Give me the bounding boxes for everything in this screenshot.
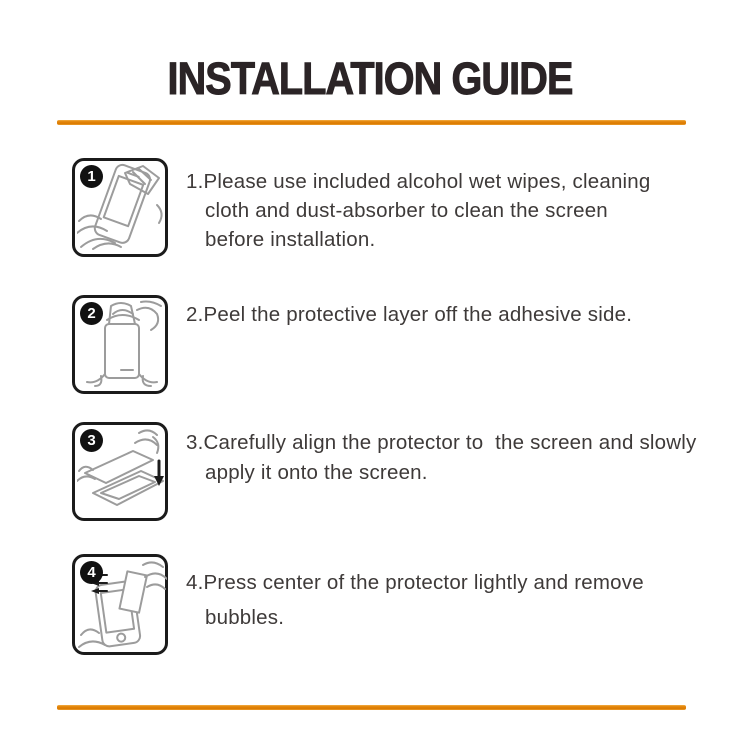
step-1-line: 1.Please use included alcohol wet wipes, cleaning xyxy=(186,170,651,193)
step-3-badge: 3 xyxy=(80,429,103,452)
step-4-badge: 4 xyxy=(80,561,103,584)
page-title: INSTALLATION GUIDE xyxy=(167,53,573,104)
step-2-illustration-box xyxy=(72,295,168,394)
step-3-line: 3.Carefully align the protector to the screen and slowly xyxy=(186,431,697,454)
step-1-text xyxy=(186,167,651,254)
step-3-illustration-box xyxy=(72,422,168,521)
step-4-text xyxy=(186,565,644,635)
step-3-text xyxy=(186,428,697,488)
top-divider-rule xyxy=(57,120,686,125)
step-4-line: 4.Press center of the protector lightly and remove xyxy=(186,571,644,594)
step-3-line: apply it onto the screen. xyxy=(205,461,428,484)
step-1-line: before installation. xyxy=(205,228,376,251)
bottom-divider-rule xyxy=(57,705,686,710)
step-1-illustration-box xyxy=(72,158,168,257)
step-4-illustration-box xyxy=(72,554,168,655)
step-2-badge: 2 xyxy=(80,302,103,325)
step-1-badge: 1 xyxy=(80,165,103,188)
step-2-line: 2.Peel the protective layer off the adhesive side. xyxy=(186,303,633,326)
step-4-line: bubbles. xyxy=(205,606,285,629)
step-1-line: cloth and dust-absorber to clean the screen xyxy=(205,199,608,222)
step-2-text xyxy=(186,300,632,329)
